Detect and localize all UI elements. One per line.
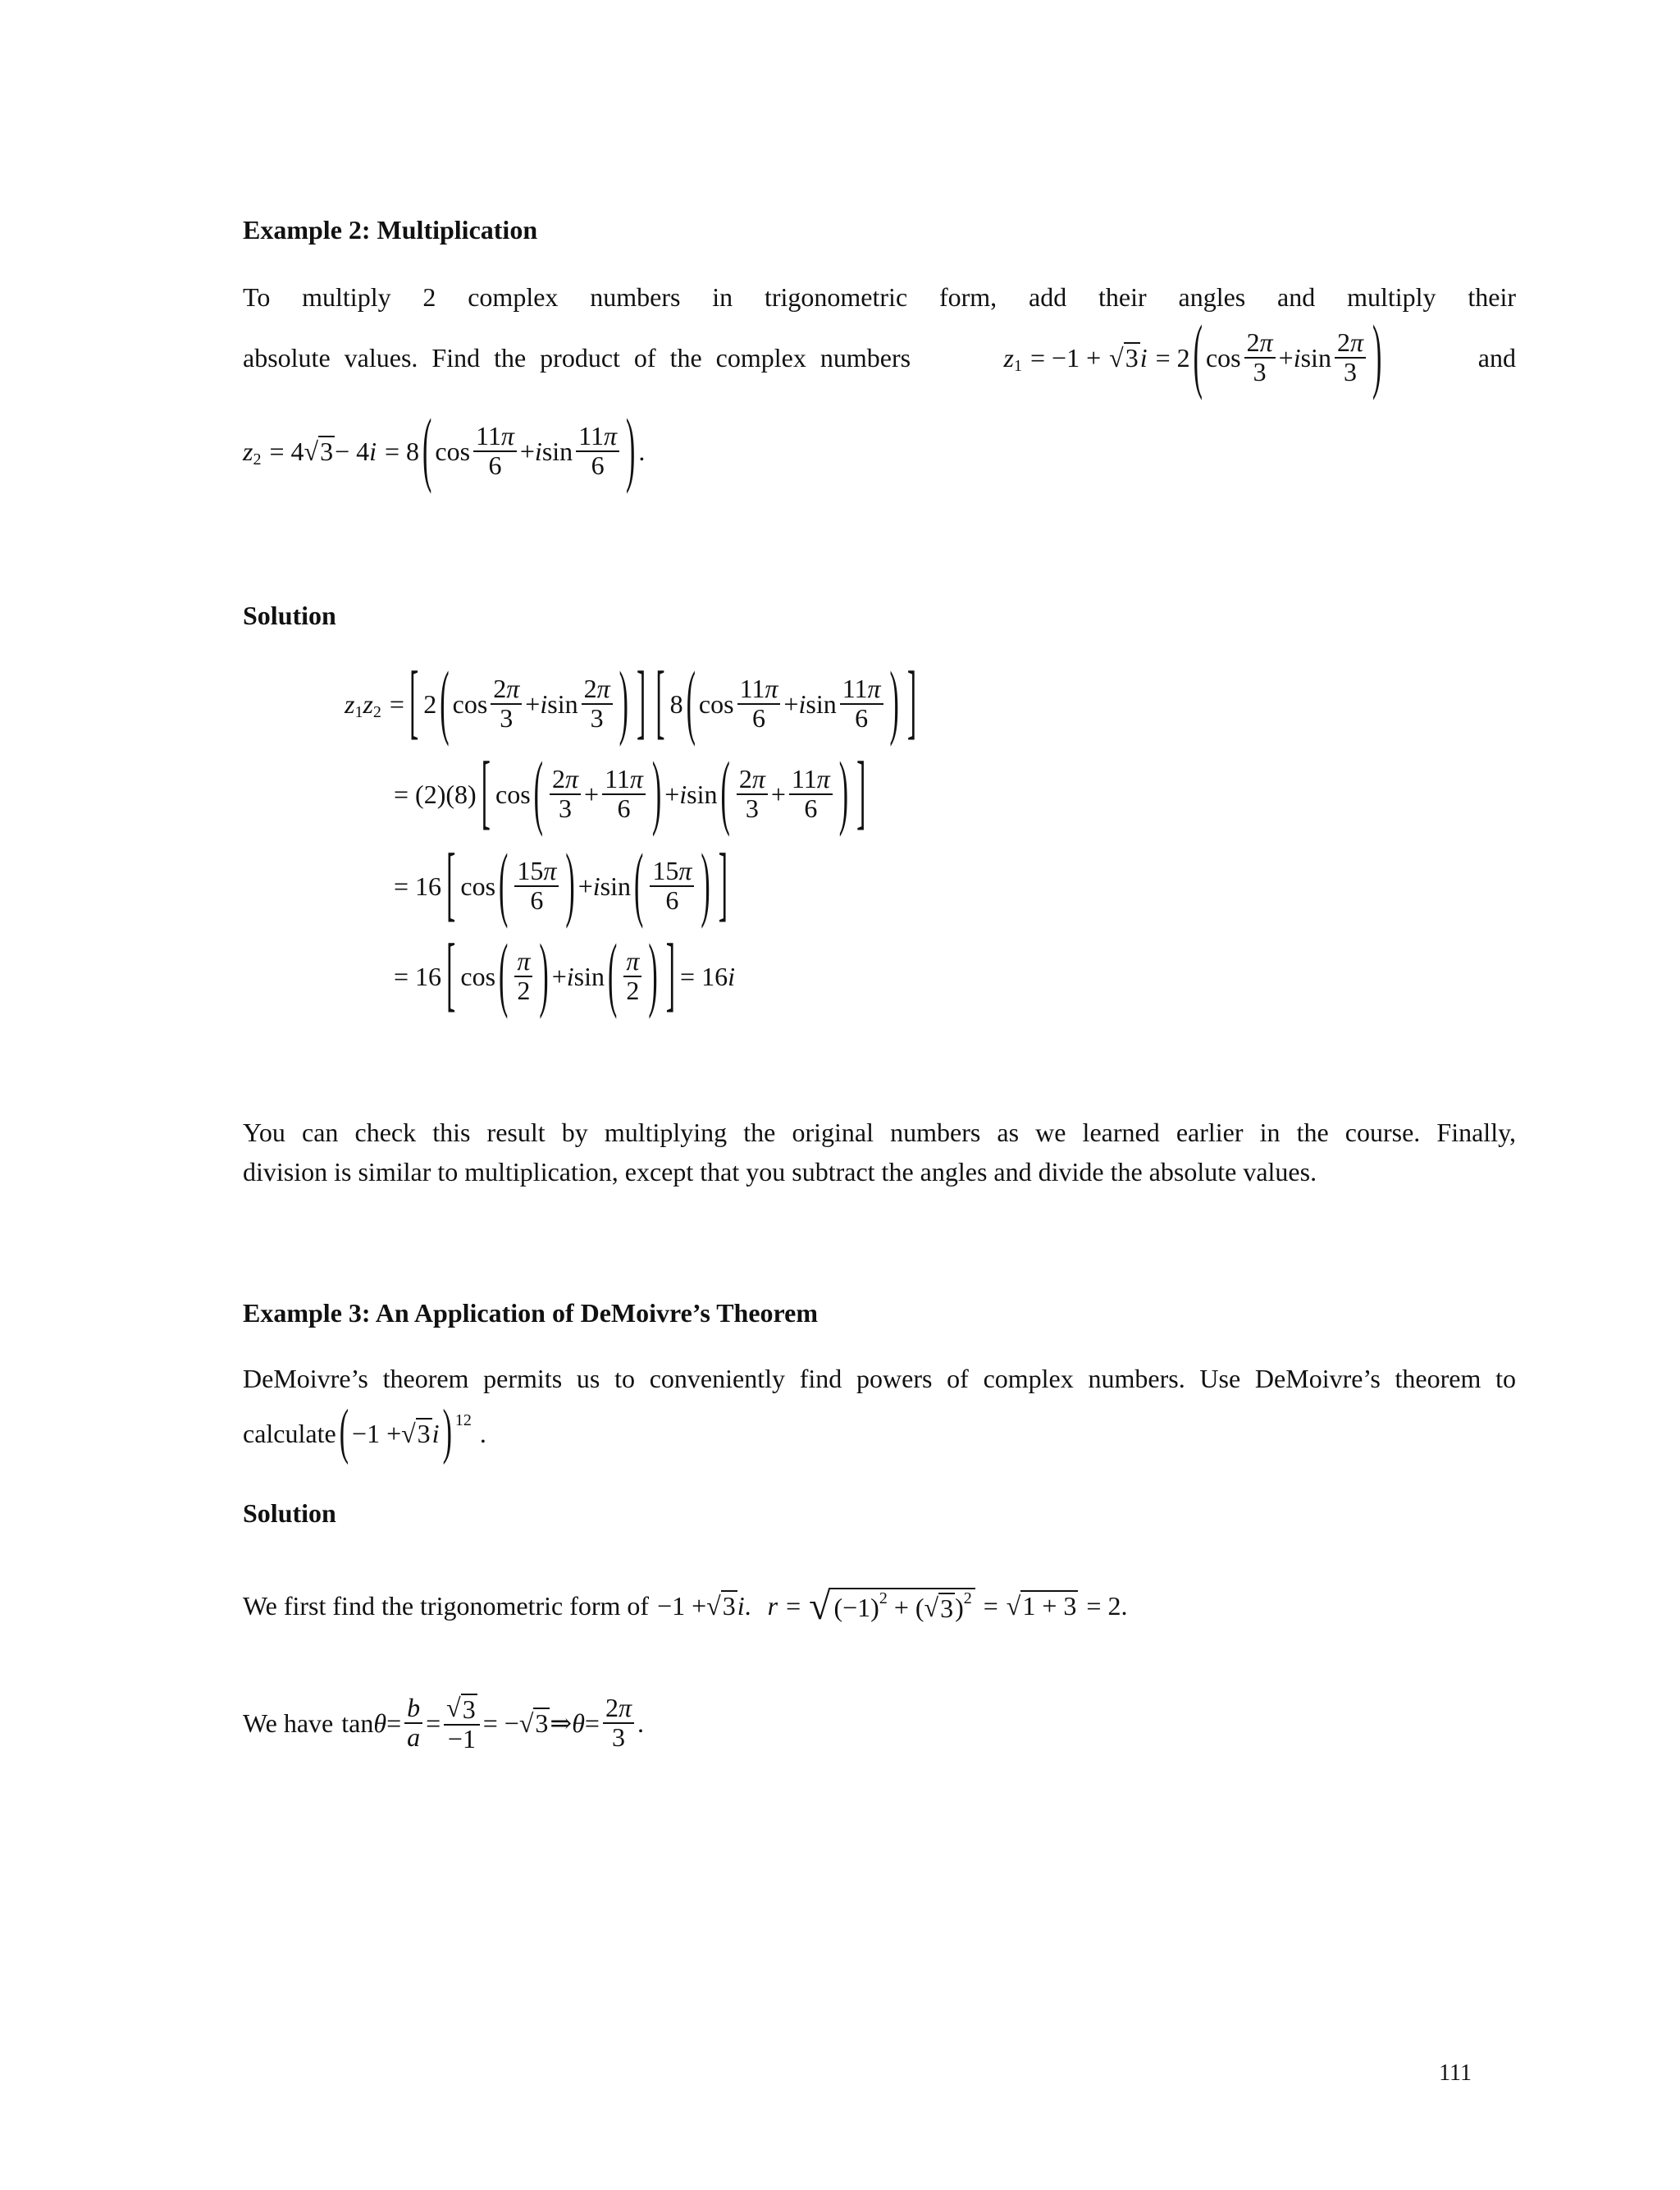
z2-equation: z 2 = 4 √ 3 − 4 i = 8 ( cos $\frac{11\pi}{6}$ + i sin $\frac{11\pi}{6}$ ) .: [243, 405, 646, 496]
solution-2-line-2-text: We have: [243, 1708, 334, 1738]
solution-2-line-2: We have tan θ = $\frac{b}{a}$ = √ 3 −1 = − √ 3 ⇒ θ = $\frac{2\pi}{3}$ .: [243, 1693, 644, 1753]
solution-step-1: z 1 z 2 = [ 2 ( cos $\frac{2\pi}{3}$ + i sin $\frac{2\pi}{3}$ ) ] [ 8 ( cos $\frac{11\pi}{6}$ + i sin $\frac{11\pi}{6}$ ) ]: [345, 657, 917, 748]
closing-line-2: division is similar to multiplication, except that you subtract the angles and divide the absolute values.: [243, 1157, 1317, 1186]
example-3-line-2: calculate ( −1 + √ 3 i ) 12 .: [243, 1399, 486, 1466]
solution-step-4: = 16 [ cos ( $\frac{\pi}{2}$ ) + i sin ( $\frac{\pi}{2}$ ) ] = 16 i: [394, 930, 735, 1021]
solution-step-3: = 16 [ cos ( $\frac{15\pi}{6}$ ) + i sin ( $\frac{15\pi}{6}$ ) ]: [394, 839, 728, 930]
page-number: 111: [1439, 2060, 1472, 2086]
z1-equation: z 1 = −1 + √ 3 i = 2 ( cos $\frac{2\pi}{3}$ + i sin $\frac{2\pi}{3}$ ): [1003, 311, 1382, 402]
solution-2-line-1-text: We first find the trigonometric form of: [243, 1590, 650, 1621]
solution-2-heading: Solution: [243, 1498, 336, 1528]
example-3-line-1: DeMoivre’s theorem permits us to conveniently find powers of complex numbers. Use DeMoivre’s theorem to: [243, 1364, 1516, 1393]
example-3-heading: Example 3: An Application of DeMoivre’s Theorem: [243, 1298, 819, 1328]
solution-2-line-1: We first find the trigonometric form of −1 + √ 3 i . r = √ $(-1)^2$ + (√ 3 )$^2$ = √ 1 + 3 = 2.: [243, 1584, 1128, 1628]
solution-1-heading: Solution: [243, 601, 336, 630]
solution-step-2: = (2)(8) [ cos ( $\frac{2\pi}{3}$ + $\frac{11\pi}{6}$ ) + i sin ( $\frac{2\pi}{3}$ + $\frac{11\pi}{6}$ ) ]: [394, 748, 866, 839]
example-2-line-2-text: absolute values. Find the product of the complex numbers: [243, 342, 911, 373]
and-word: and: [1477, 342, 1516, 373]
example-2-line-1: To multiply 2 complex numbers in trigonometric form, add their angles and multiply their: [243, 282, 1516, 312]
example-2-heading: Example 2: Multiplication: [243, 215, 538, 245]
example-2-line-2: [243, 311, 1516, 402]
closing-line-1: You can check this result by multiplying the original numbers as we learned earlier in the course. Finally,: [243, 1118, 1516, 1147]
